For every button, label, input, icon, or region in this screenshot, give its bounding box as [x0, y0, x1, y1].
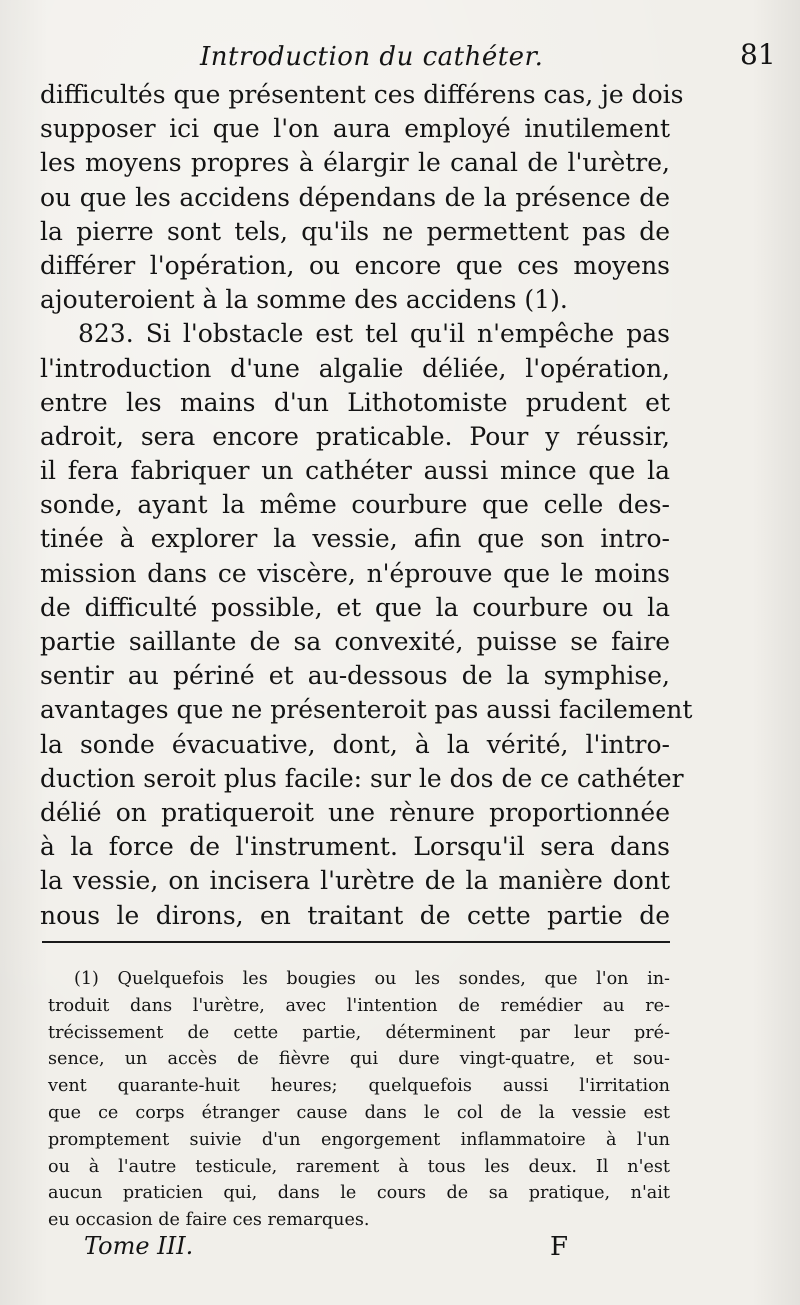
body-line: les moyens propres à élargir le canal de l'urètre,	[40, 148, 670, 178]
body-line: entre les mains d'un Lithotomiste prudent et	[40, 387, 670, 417]
body-line: nous le dirons, en traitant de cette partie de	[40, 900, 670, 930]
body-line: sentir au périné et au-dessous de la symphise,	[40, 661, 670, 691]
body-line: supposer ici que l'on aura employé inutilement	[40, 114, 670, 144]
body-line: différer l'opération, ou encore que ces moyens	[40, 250, 670, 280]
body-line: ajouteroient à la somme des accidens (1).	[40, 285, 568, 315]
signature-mark: F	[550, 1232, 569, 1262]
footnote-line: aucun praticien qui, dans le cours de sa pratique, n'ait	[48, 1183, 670, 1204]
body-line: ou que les accidens dépendans de la présence de	[40, 182, 670, 212]
body-line: sonde, ayant la même courbure que celle des-	[40, 490, 670, 520]
volume-label: Tome III.	[84, 1232, 194, 1260]
body-line: adroit, sera encore praticable. Pour y réussir,	[40, 421, 670, 451]
body-text	[40, 78, 693, 933]
footnote-line: que ce corps étranger cause dans le col de la vessie est	[48, 1102, 670, 1123]
body-line: tinée à explorer la vessie, afin que son intro-	[40, 524, 670, 554]
body-line: l'introduction d'une algalie déliée, l'opération,	[40, 353, 670, 383]
paragraph-start-line: 823. Si l'obstacle est tel qu'il n'empêche pas	[78, 319, 670, 349]
body-line: à la force de l'instrument. Lorsqu'il sera dans	[40, 832, 670, 862]
body-line: la pierre sont tels, qu'ils ne permettent pas de	[40, 216, 670, 246]
footnote-line: promptement suivie d'un engorgement inflammatoire à l'un	[48, 1129, 670, 1150]
footnote-separator-rule	[42, 941, 670, 943]
footnote-line: eu occasion de faire ces remarques.	[48, 1210, 370, 1231]
body-line: de difficulté possible, et que la courbure ou la	[40, 592, 670, 622]
body-line: la vessie, on incisera l'urètre de la manière dont	[40, 866, 670, 896]
footnote-line: vent quarante-huit heures; quelquefois aussi l'irritation	[48, 1076, 670, 1097]
body-line: difficultés que présentent ces différens cas, je dois	[40, 80, 684, 109]
footnote-line: sence, un accès de fièvre qui dure vingt-quatre, et sou-	[48, 1049, 670, 1070]
footnote-line: ou à l'autre testicule, rarement à tous les deux. Il n'est	[48, 1156, 670, 1177]
footnotes	[48, 966, 670, 1234]
body-line: mission dans ce viscère, n'éprouve que le moins	[40, 558, 670, 588]
running-title: Introduction du cathéter.	[200, 42, 544, 72]
body-line: délié on pratiqueroit une rènure proportionnée	[40, 797, 670, 827]
page-number: 81	[740, 38, 776, 71]
footnote-line: (1) Quelquefois les bougies ou les sondes, que l'on in-	[74, 969, 670, 989]
body-line: duction seroit plus facile: sur le dos de ce cathéter	[40, 763, 684, 793]
footnote-line: trécissement de cette partie, déterminent par leur pré-	[48, 1022, 670, 1043]
body-line: il fera fabriquer un cathéter aussi mince que la	[40, 456, 670, 486]
body-line: avantages que ne présenteroit pas aussi facilement	[40, 695, 693, 725]
footnote-line: troduit dans l'urètre, avec l'intention de remédier au re-	[48, 995, 670, 1016]
body-line: la sonde évacuative, dont, à la vérité, l'intro-	[40, 729, 670, 759]
body-line: partie saillante de sa convexité, puisse se faire	[40, 627, 670, 656]
